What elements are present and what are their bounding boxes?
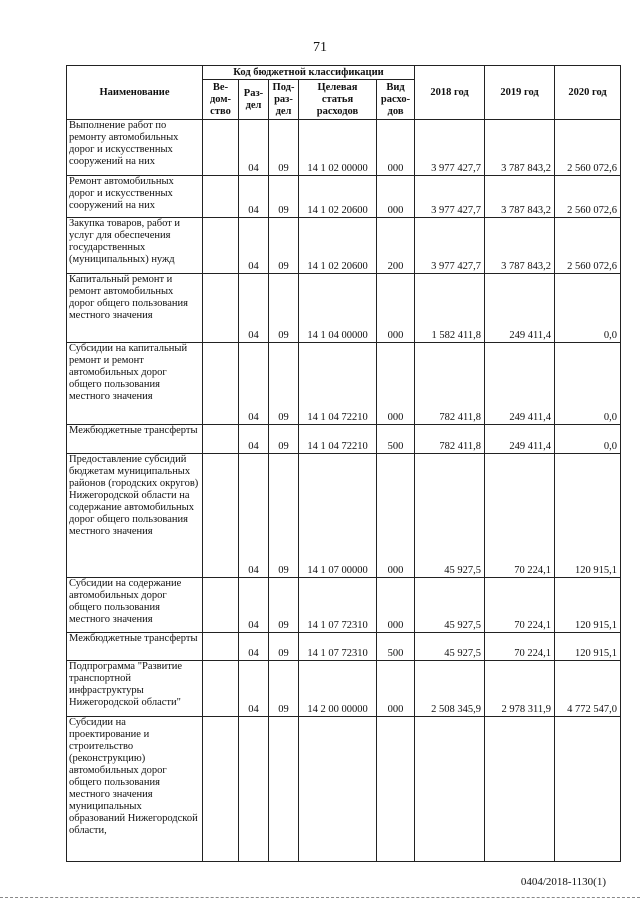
row-expense-type: 000 xyxy=(377,176,415,218)
row-amount-2020: 120 915,1 xyxy=(555,633,621,661)
row-vedomstvo xyxy=(203,633,239,661)
row-amount-2018: 45 927,5 xyxy=(415,454,485,578)
row-vedomstvo xyxy=(203,661,239,717)
row-amount-2020: 2 560 072,6 xyxy=(555,176,621,218)
table-row xyxy=(67,274,621,343)
row-amount-2019: 3 787 843,2 xyxy=(485,218,555,274)
row-target-article: 14 1 07 00000 xyxy=(299,454,377,578)
header-year-2019: 2019 год xyxy=(485,66,555,120)
row-amount-2018: 2 508 345,9 xyxy=(415,661,485,717)
row-name: Капитальный ремонт и ремонт автомобильных дорог общего пользования местного значения xyxy=(67,274,203,343)
row-name: Подпрограмма "Развитие транспортной инфраструктуры Нижегородской области" xyxy=(67,661,203,717)
row-amount-2019 xyxy=(485,717,555,862)
row-razdel: 04 xyxy=(239,176,269,218)
row-razdel: 04 xyxy=(239,425,269,454)
row-amount-2020: 2 560 072,6 xyxy=(555,120,621,176)
row-expense-type: 200 xyxy=(377,218,415,274)
row-amount-2018: 782 411,8 xyxy=(415,343,485,425)
row-amount-2019: 70 224,1 xyxy=(485,633,555,661)
header-razdel: Раз-дел xyxy=(239,80,269,120)
row-name: Субсидии на проектирование и строительство (реконструкцию) автомобильных дорог общего пользования местного значения муниципальных образований Нижегородской области, xyxy=(67,717,203,862)
row-razdel xyxy=(239,717,269,862)
row-expense-type: 500 xyxy=(377,425,415,454)
header-year-2020: 2020 год xyxy=(555,66,621,120)
row-amount-2018: 3 977 427,7 xyxy=(415,176,485,218)
row-razdel: 04 xyxy=(239,218,269,274)
row-target-article: 14 1 04 72210 xyxy=(299,425,377,454)
row-expense-type: 000 xyxy=(377,343,415,425)
header-year-2018: 2018 год xyxy=(415,66,485,120)
row-expense-type: 000 xyxy=(377,274,415,343)
table-row xyxy=(67,717,621,862)
row-expense-type: 000 xyxy=(377,454,415,578)
row-podrazdel xyxy=(269,717,299,862)
header-vedomstvo: Ве-дом-ство xyxy=(203,80,239,120)
row-razdel: 04 xyxy=(239,343,269,425)
table-row xyxy=(67,176,621,218)
row-vedomstvo xyxy=(203,176,239,218)
row-razdel: 04 xyxy=(239,578,269,633)
table-row xyxy=(67,578,621,633)
row-amount-2020: 2 560 072,6 xyxy=(555,218,621,274)
row-podrazdel: 09 xyxy=(269,176,299,218)
row-amount-2019: 249 411,4 xyxy=(485,274,555,343)
row-podrazdel: 09 xyxy=(269,578,299,633)
row-target-article: 14 1 04 00000 xyxy=(299,274,377,343)
row-name: Межбюджетные трансферты xyxy=(67,633,203,661)
row-amount-2019: 3 787 843,2 xyxy=(485,120,555,176)
row-name: Субсидии на содержание автомобильных дорог общего пользования местного значения xyxy=(67,578,203,633)
row-expense-type xyxy=(377,717,415,862)
row-amount-2020: 120 915,1 xyxy=(555,454,621,578)
row-vedomstvo xyxy=(203,343,239,425)
table-row xyxy=(67,454,621,578)
row-amount-2018: 3 977 427,7 xyxy=(415,218,485,274)
row-amount-2018: 1 582 411,8 xyxy=(415,274,485,343)
row-target-article xyxy=(299,717,377,862)
row-podrazdel: 09 xyxy=(269,454,299,578)
row-podrazdel: 09 xyxy=(269,120,299,176)
row-name: Ремонт автомобильных дорог и искусственных сооружений на них xyxy=(67,176,203,218)
row-amount-2019: 70 224,1 xyxy=(485,578,555,633)
row-amount-2020: 120 915,1 xyxy=(555,578,621,633)
row-name: Субсидии на капитальный ремонт и ремонт автомобильных дорог общего пользования местного значения xyxy=(67,343,203,425)
row-vedomstvo xyxy=(203,425,239,454)
row-amount-2020: 4 772 547,0 xyxy=(555,661,621,717)
row-target-article: 14 1 02 20600 xyxy=(299,176,377,218)
row-amount-2018: 45 927,5 xyxy=(415,578,485,633)
row-expense-type: 500 xyxy=(377,633,415,661)
row-name: Закупка товаров, работ и услуг для обеспечения государственных (муниципальных) нужд xyxy=(67,218,203,274)
row-amount-2019: 2 978 311,9 xyxy=(485,661,555,717)
row-podrazdel: 09 xyxy=(269,633,299,661)
row-razdel: 04 xyxy=(239,454,269,578)
row-amount-2018 xyxy=(415,717,485,862)
table-row xyxy=(67,120,621,176)
row-amount-2019: 70 224,1 xyxy=(485,454,555,578)
row-target-article: 14 1 02 20600 xyxy=(299,218,377,274)
row-amount-2018: 3 977 427,7 xyxy=(415,120,485,176)
header-name: Наименование xyxy=(67,66,203,120)
row-target-article: 14 2 00 00000 xyxy=(299,661,377,717)
table-row xyxy=(67,343,621,425)
row-vedomstvo xyxy=(203,717,239,862)
row-target-article: 14 1 07 72310 xyxy=(299,633,377,661)
row-razdel: 04 xyxy=(239,274,269,343)
document-code: 0404/2018-1130(1) xyxy=(520,876,606,888)
table-row xyxy=(67,218,621,274)
row-target-article: 14 1 04 72210 xyxy=(299,343,377,425)
row-vedomstvo xyxy=(203,454,239,578)
page-number: 71 xyxy=(313,40,327,55)
row-amount-2019: 249 411,4 xyxy=(485,343,555,425)
budget-table xyxy=(66,65,621,862)
row-amount-2020: 0,0 xyxy=(555,343,621,425)
table-row xyxy=(67,633,621,661)
row-amount-2018: 45 927,5 xyxy=(415,633,485,661)
row-amount-2018: 782 411,8 xyxy=(415,425,485,454)
row-expense-type: 000 xyxy=(377,578,415,633)
row-podrazdel: 09 xyxy=(269,425,299,454)
row-amount-2019: 3 787 843,2 xyxy=(485,176,555,218)
row-razdel: 04 xyxy=(239,633,269,661)
row-target-article: 14 1 07 72310 xyxy=(299,578,377,633)
row-expense-type: 000 xyxy=(377,661,415,717)
row-name: Межбюджетные трансферты xyxy=(67,425,203,454)
header-expense-type: Вид расхо-дов xyxy=(377,80,415,120)
table-row xyxy=(67,661,621,717)
row-name: Выполнение работ по ремонту автомобильных дорог и искусственных сооружений на них xyxy=(67,120,203,176)
row-vedomstvo xyxy=(203,218,239,274)
row-name: Предоставление субсидий бюджетам муниципальных районов (городских округов) Нижегородской области на содержание автомобильных дорог общего пользования местного значения xyxy=(67,454,203,578)
header-podrazdel: Под-раз-дел xyxy=(269,80,299,120)
row-amount-2020 xyxy=(555,717,621,862)
row-razdel: 04 xyxy=(239,120,269,176)
row-amount-2019: 249 411,4 xyxy=(485,425,555,454)
row-podrazdel: 09 xyxy=(269,661,299,717)
row-amount-2020: 0,0 xyxy=(555,425,621,454)
row-vedomstvo xyxy=(203,578,239,633)
table-row xyxy=(67,425,621,454)
row-razdel: 04 xyxy=(239,661,269,717)
header-target-article: Целевая статья расходов xyxy=(299,80,377,120)
row-podrazdel: 09 xyxy=(269,343,299,425)
row-vedomstvo xyxy=(203,120,239,176)
row-amount-2020: 0,0 xyxy=(555,274,621,343)
page-bottom-edge xyxy=(0,897,640,898)
row-target-article: 14 1 02 00000 xyxy=(299,120,377,176)
row-expense-type: 000 xyxy=(377,120,415,176)
row-vedomstvo xyxy=(203,274,239,343)
row-podrazdel: 09 xyxy=(269,218,299,274)
header-classification-group: Код бюджетной классификации xyxy=(203,66,415,80)
row-podrazdel: 09 xyxy=(269,274,299,343)
